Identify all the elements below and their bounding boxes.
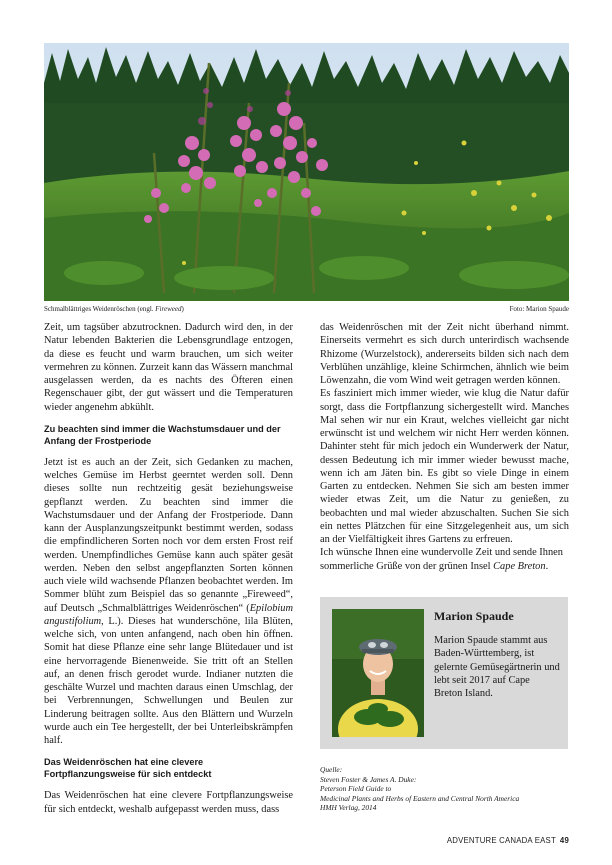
sources-title-line1: Peterson Field Guide to — [320, 784, 392, 794]
author-bio: Marion Spaude stammt aus Baden-Württemberg, ist gelernte Gemüsegärtnerin und lebt seit 2017 auf Cape Breton Island. — [434, 635, 560, 699]
sources-authors: Steven Foster & James A. Duke: — [320, 774, 417, 784]
page-footer — [447, 836, 569, 845]
paragraph: Es fasziniert mich immer wieder, wie klug die Natur dafür sorgt, dass die Fortpflanzung sichergestellt wird. Manches Mal sehen wir nur ein Kraut, welches vielleicht gar nicht erwünscht ist und welchem wir nicht Herr werden können. Dahinter steht für mich jedoch ein Wunderwerk der Natur, dessen Bedeutung ich mir immer wieder bewusst mache, wenn ich am Jäten bin. Es gibt so viele Dinge in einem Garten zu entdecken. Nehmen Sie sich am besten immer wieder etwas Zeit, um die Natur zu genießen, zu beobachten und mal wieder abzuschalten. Suchen Sie sich ein nettes Plätzchen für eine Sitzgelegenheit aus, um sich an der Vielfältigkeit ihres Gartens zu erfreuen. — [320, 388, 569, 545]
paragraph: Das Weidenröschen hat eine clevere Fortpflanzungsweise für sich entdeckt, weshalb aufgepasst werden muss, dass — [44, 790, 293, 815]
section-heading: Zu beachten sind immer die Wachstumsdauer und der Anfang der Frostperiode — [44, 423, 281, 446]
photo-caption: Schmalblättriges Weidenröschen (engl. Fireweed) — [44, 305, 184, 313]
magazine-name: ADVENTURE CANADA EAST — [446, 836, 556, 845]
author-box — [320, 597, 568, 749]
paragraph: Zeit, um tagsüber abzutrocknen. Dadurch wird den, in der Natur lebenden Bakterien die Lebensgrundlage entzogen, da diese es feucht und warm brauchen, um sich weiter vermehren zu können. Zurzeit kann das Wässern manchmal ausgelassen werden, da es nachts des Öfteren einen Regenschauer gibt, der gut wässert und die Temperaturen wieder angenehm abkühlt. — [44, 322, 293, 413]
sources-label: Quelle: — [320, 765, 343, 774]
photo-credit: Foto: Marion Spaude — [509, 305, 569, 313]
page-number: 49 — [559, 836, 569, 845]
paragraph: Jetzt ist es auch an der Zeit, sich Gedanken zu machen, welches Gemüse im Herbst geerntet werden soll. Denn dieses sollte nun rechtzeitig gesät beziehungsweise gepflanzt werden. Zu beachten sind immer die Wachstumsdauer und der Anfang der Frostperiode. Dann kann der Ausplanzungszeitpunkt bestimmt werden, sodass die empfindlicheren Sorten noch vor dem ersten Frost reif werden. Unempfindliches Gemüse kann auch später gesät werden. Neben den selbst angepflanzten Sorten können auch viele wild wachsende Pflanzen beobachtet werden. Im Sommer blüht zum Beispiel das so genannte „Fireweed“, auf Deutsch „Schmalblättriges Weidenröschen“ (Epilobium angustifolium, L.). Dieses hat wunderschöne, lila Blüten, welche sich, von unten anfangend, nach oben hin öffnen. Somit hat diese Pflanze eine sehr lange Blütedauer und ist eine hervorragende Bienenweide. Sie tritt oft an Stellen auf, an denen frisch gerodet wurde. Indianer nutzten die geschälte Wurzel und machten daraus einen Umschlag, der bei Verbrennungen, Schwellungen und Beulen zur Linderung beitragen sollte. Aus den Blättern und Wurzeln wurde auch ein Tee hergestellt, der bei Unterleibskrämpfen half. — [44, 456, 293, 746]
fireweed-photo — [44, 43, 569, 301]
section-heading: Das Weidenröschen hat eine clevere Fortpflanzungsweise für sich entdeckt — [44, 757, 212, 780]
author-photo — [332, 609, 424, 737]
sources-title-line2: Medicinal Plants and Herbs of Eastern and Central North America — [320, 793, 520, 803]
paragraph: Ich wünsche Ihnen eine wundervolle Zeit und sende Ihnen sommerliche Grüße von der grünen Insel Cape Breton. — [320, 547, 563, 572]
right-column — [320, 321, 569, 573]
sources-publisher: HMH Verlag, 2014 — [320, 803, 377, 813]
sources — [320, 765, 568, 813]
left-column — [44, 321, 293, 816]
paragraph: das Weidenröschen mit der Zeit nicht überhand nimmt. Einerseits vermehrt es sich durch unterirdisch wachsende Rhizome (Wurzelstock), andererseits bilden sich nach dem Verblühen unzählige, kleine Schirmchen, ähnlich wie beim Löwenzahn, die vom Wind weit getragen werden können. — [320, 322, 569, 386]
author-name: Marion Spaude — [434, 609, 514, 623]
